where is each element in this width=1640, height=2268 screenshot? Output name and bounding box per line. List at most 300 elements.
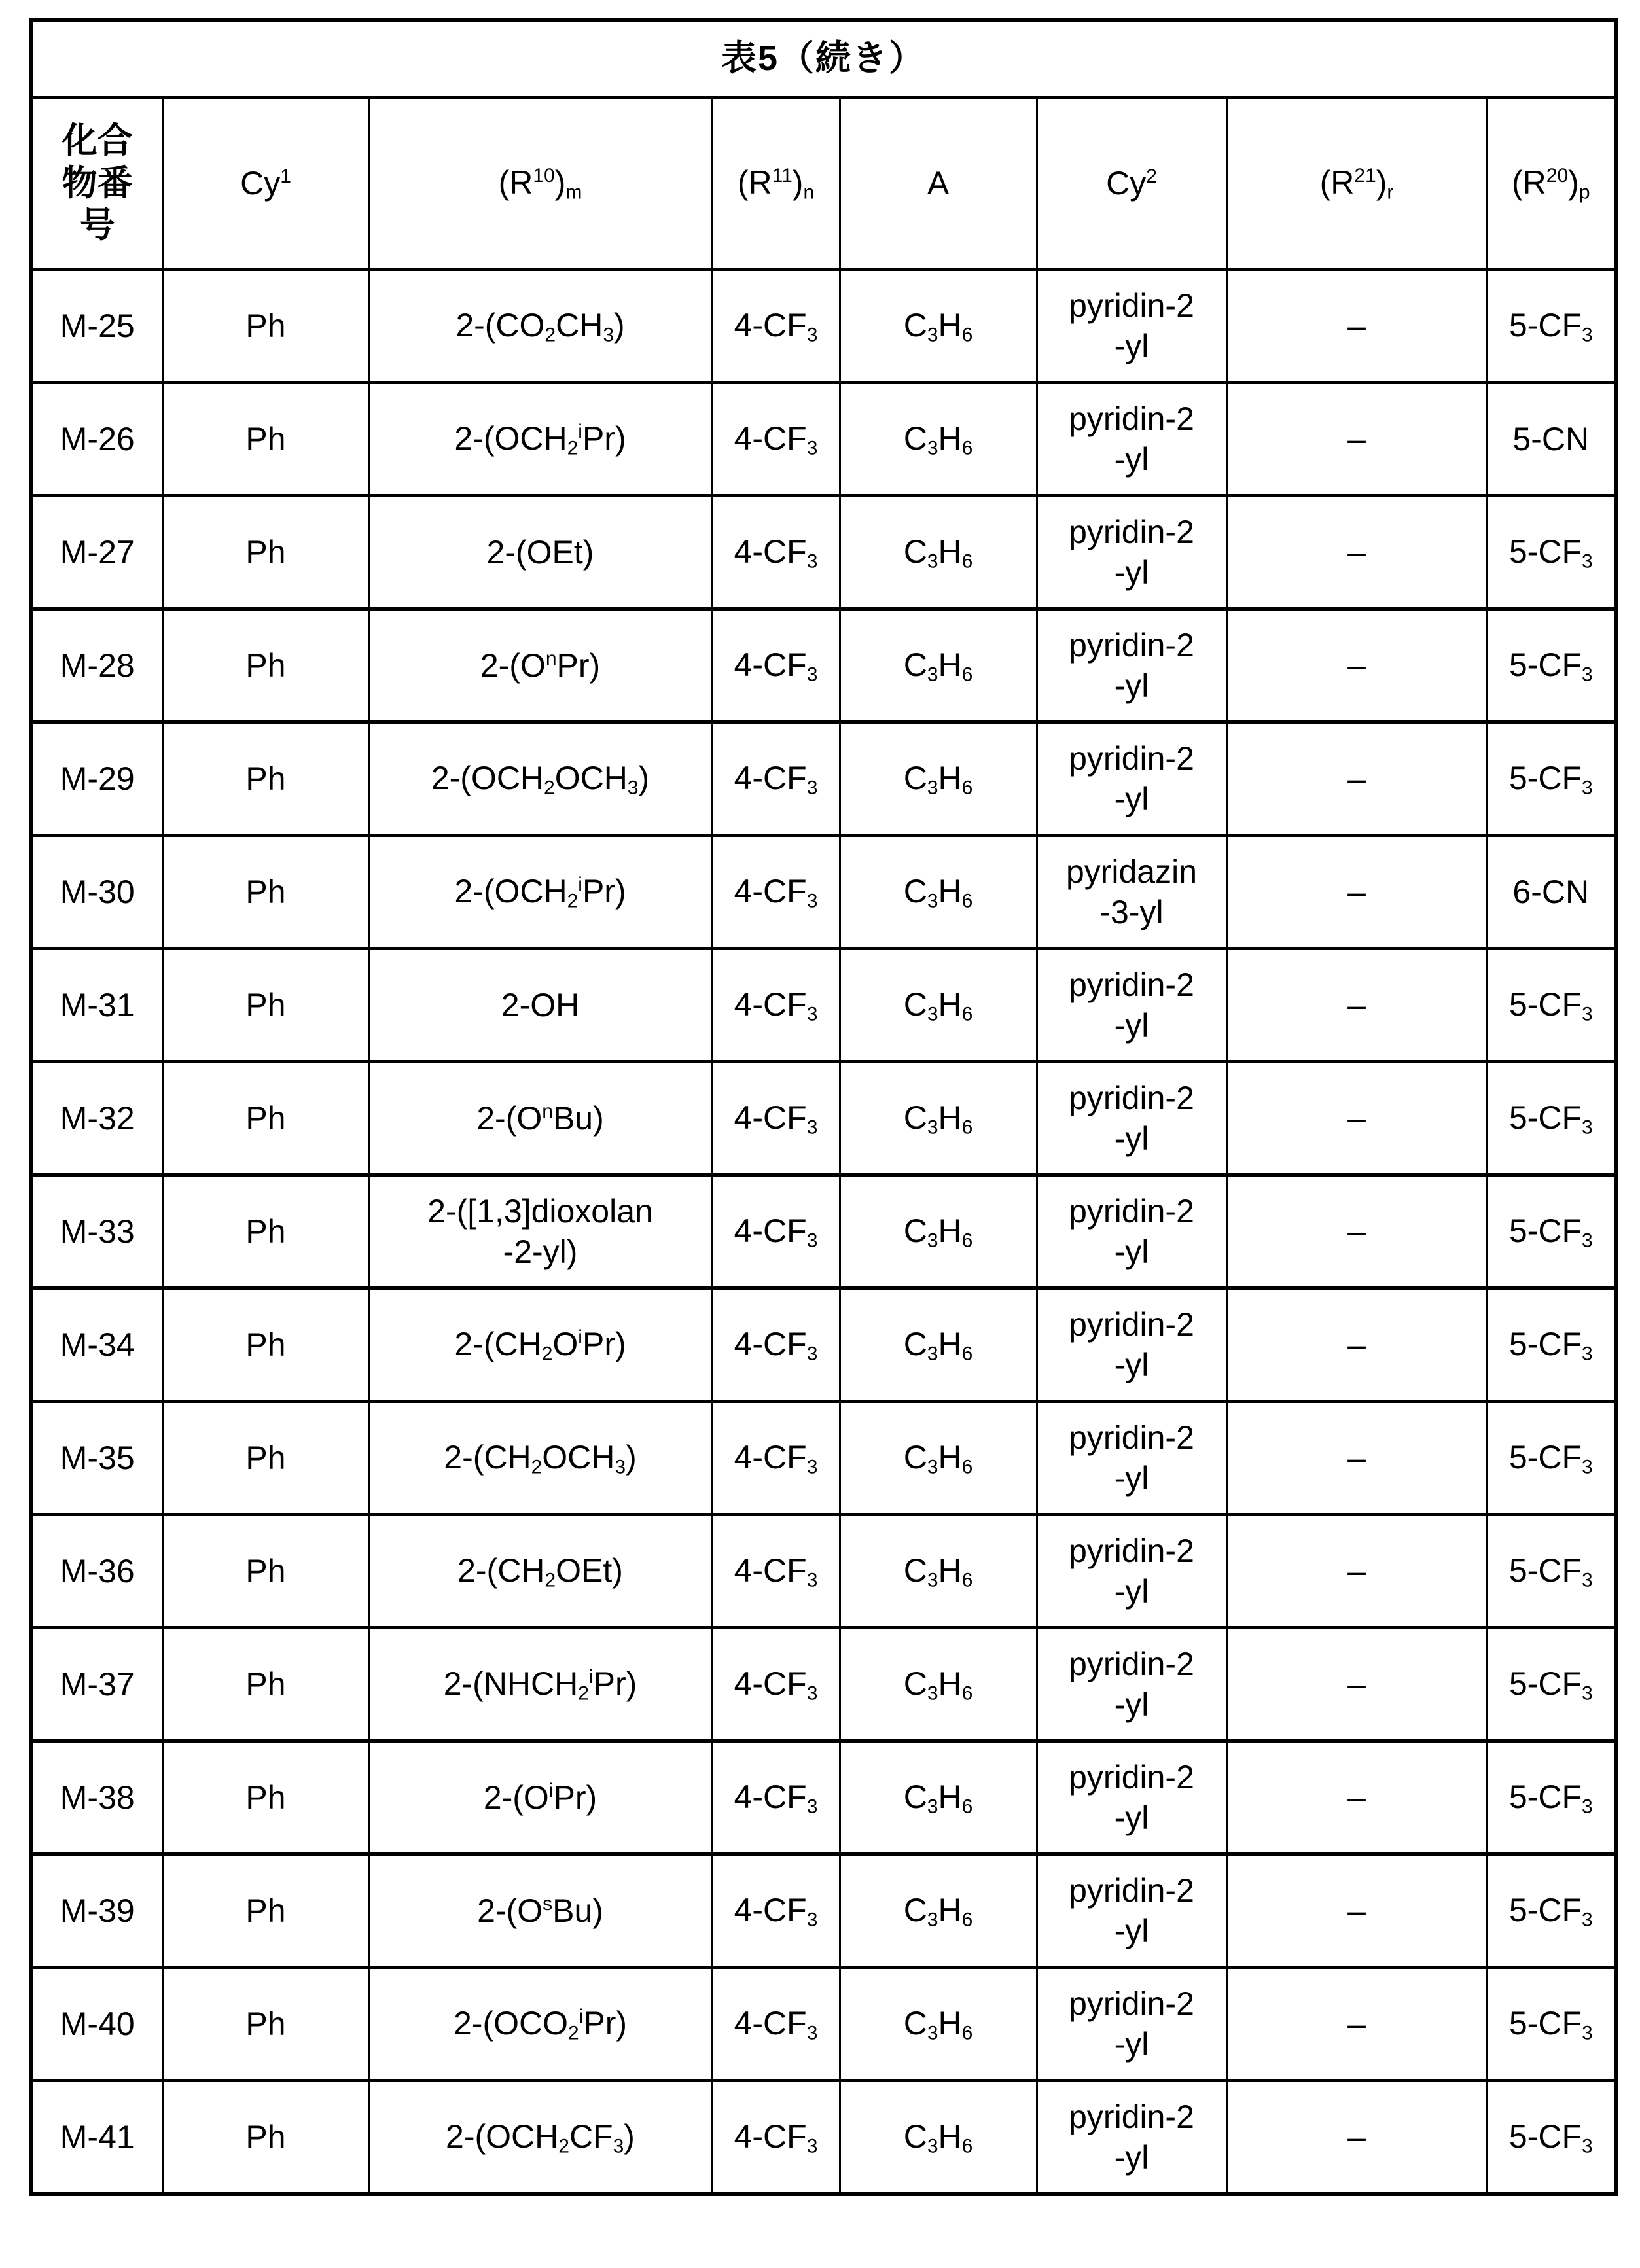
cell-r10 xyxy=(368,2081,712,2195)
subscript: 2 xyxy=(568,2022,579,2044)
header-row xyxy=(31,97,1616,270)
subscript: 3 xyxy=(1582,550,1593,572)
cell-r11 xyxy=(712,1741,840,1854)
cell-r21: – xyxy=(1226,722,1487,836)
table-row xyxy=(31,383,1616,496)
subscript: 3 xyxy=(807,550,818,572)
compound-table xyxy=(29,18,1618,2196)
cell-id: M-26 xyxy=(31,383,163,496)
text-segment: H xyxy=(938,873,962,910)
superscript: i xyxy=(589,1666,594,1688)
text-segment: 4-CF xyxy=(734,420,807,457)
text-segment: (R xyxy=(738,164,772,201)
table-row xyxy=(31,496,1616,609)
subscript: 3 xyxy=(1582,1569,1593,1591)
text-segment: -yl xyxy=(1114,1460,1149,1497)
superscript: 21 xyxy=(1354,165,1376,186)
table-row xyxy=(31,1402,1616,1515)
subscript: 3 xyxy=(807,1003,818,1025)
cell-r21: – xyxy=(1226,949,1487,1062)
text-segment: pyridin-2 xyxy=(1069,966,1194,1003)
cell-cy1: Ph xyxy=(163,383,368,496)
cell-r10 xyxy=(368,949,712,1062)
cell-r11 xyxy=(712,722,840,836)
text-segment: 5-CF xyxy=(1509,1552,1582,1589)
cell-cy1: Ph xyxy=(163,1402,368,1515)
subscript: 6 xyxy=(962,1003,973,1025)
text-segment: pyridin-2 xyxy=(1069,1306,1194,1343)
cell-a xyxy=(840,1854,1037,1968)
text-segment: H xyxy=(938,307,962,344)
superscript: 20 xyxy=(1546,165,1568,186)
subscript: 6 xyxy=(962,1796,973,1817)
cell-a xyxy=(840,2081,1037,2195)
subscript: 3 xyxy=(807,1230,818,1251)
subscript: 6 xyxy=(962,1909,973,1930)
cell-cy2 xyxy=(1037,1175,1226,1288)
cell-r10 xyxy=(368,1515,712,1628)
cell-r20 xyxy=(1487,722,1616,836)
cell-id: M-30 xyxy=(31,836,163,949)
text-segment: 2-(CO xyxy=(455,307,544,344)
text-segment: C xyxy=(904,873,927,910)
subscript: 6 xyxy=(962,437,973,459)
cell-r10 xyxy=(368,1175,712,1288)
cell-r11 xyxy=(712,1854,840,1968)
subscript: 3 xyxy=(927,550,938,572)
cell-r20 xyxy=(1487,1628,1616,1741)
cell-cy2 xyxy=(1037,1628,1226,1741)
subscript: 3 xyxy=(807,1682,818,1704)
subscript: 2 xyxy=(567,437,579,459)
cell-a xyxy=(840,1288,1037,1402)
subscript: 3 xyxy=(807,777,818,798)
subscript: 3 xyxy=(807,1456,818,1478)
cell-a xyxy=(840,496,1037,609)
cell-r21: – xyxy=(1226,2081,1487,2195)
text-segment: 5-CF xyxy=(1509,1779,1582,1815)
cell-cy1: Ph xyxy=(163,1515,368,1628)
cell-r10 xyxy=(368,1288,712,1402)
text-segment: 2-(CH xyxy=(457,1552,544,1589)
cell-r20 xyxy=(1487,1175,1616,1288)
cell-r10 xyxy=(368,383,712,496)
text-segment: Pr) xyxy=(583,2005,627,2042)
cell-r11 xyxy=(712,949,840,1062)
subscript: 3 xyxy=(927,1116,938,1138)
subscript: 3 xyxy=(1582,1116,1593,1138)
text-segment: ) xyxy=(614,307,625,344)
cell-r11 xyxy=(712,1628,840,1741)
subscript: 3 xyxy=(927,437,938,459)
cell-id: M-27 xyxy=(31,496,163,609)
subscript: 3 xyxy=(1582,1682,1593,1704)
text-segment: Cy xyxy=(240,165,280,202)
text-segment: ) xyxy=(639,760,650,796)
cell-r10 xyxy=(368,609,712,722)
subscript: 3 xyxy=(927,777,938,798)
cell-r20 xyxy=(1487,1515,1616,1628)
cell-id: M-36 xyxy=(31,1515,163,1628)
text-segment: 化合 xyxy=(62,121,133,160)
cell-r21: – xyxy=(1226,609,1487,722)
text-segment: ) xyxy=(1568,164,1579,201)
subscript: 3 xyxy=(613,2135,624,2157)
cell-a xyxy=(840,1062,1037,1175)
text-segment: -yl xyxy=(1114,441,1149,478)
cell-r20 xyxy=(1487,1968,1616,2081)
text-segment: 5-CF xyxy=(1509,1213,1582,1249)
cell-a xyxy=(840,1402,1037,1515)
text-segment: 5-CF xyxy=(1509,1665,1582,1702)
text-segment: 5-CF xyxy=(1509,307,1582,344)
cell-a xyxy=(840,270,1037,383)
text-segment: pyridin-2 xyxy=(1069,287,1194,324)
subscript: 3 xyxy=(1582,324,1593,346)
cell-r11 xyxy=(712,836,840,949)
cell-cy2 xyxy=(1037,1741,1226,1854)
cell-r21: – xyxy=(1226,836,1487,949)
subscript: 3 xyxy=(1582,1003,1593,1025)
text-segment: -yl xyxy=(1114,2026,1149,2063)
subscript: 3 xyxy=(615,1456,626,1478)
text-segment: H xyxy=(938,1779,962,1815)
text-segment: 5-CF xyxy=(1509,760,1582,796)
cell-id: M-37 xyxy=(31,1628,163,1741)
subscript: 2 xyxy=(531,1456,543,1478)
text-segment: 4-CF xyxy=(734,533,807,570)
cell-r10 xyxy=(368,1628,712,1741)
text-segment: 4-CF xyxy=(734,1892,807,1928)
text-segment: -yl xyxy=(1114,1573,1149,1610)
text-segment: 2-(O xyxy=(477,1892,543,1929)
subscript: 3 xyxy=(927,1343,938,1364)
cell-r11 xyxy=(712,1288,840,1402)
text-segment: 4-CF xyxy=(734,1779,807,1815)
subscript: 2 xyxy=(544,777,555,798)
text-segment: -3-yl xyxy=(1099,894,1163,930)
table-row xyxy=(31,1854,1616,1968)
cell-r10 xyxy=(368,1402,712,1515)
cell-a xyxy=(840,836,1037,949)
subscript: 3 xyxy=(927,1909,938,1930)
text-segment: 2-(CH xyxy=(444,1439,531,1476)
text-segment: C xyxy=(904,647,927,683)
cell-r21: – xyxy=(1226,383,1487,496)
column-header-r21 xyxy=(1226,97,1487,270)
cell-id: M-39 xyxy=(31,1854,163,1968)
table-row xyxy=(31,1175,1616,1288)
cell-cy1: Ph xyxy=(163,2081,368,2195)
cell-r21: – xyxy=(1226,496,1487,609)
text-segment: pyridin-2 xyxy=(1069,400,1194,437)
subscript: 3 xyxy=(927,1796,938,1817)
text-segment: pyridin-2 xyxy=(1069,2099,1194,2135)
text-segment: pyridin-2 xyxy=(1069,1646,1194,1682)
text-segment: C xyxy=(904,1439,927,1476)
cell-r11 xyxy=(712,270,840,383)
cell-cy1: Ph xyxy=(163,722,368,836)
text-segment: H xyxy=(938,1213,962,1249)
cell-cy2 xyxy=(1037,949,1226,1062)
cell-r10 xyxy=(368,496,712,609)
text-segment: C xyxy=(904,986,927,1023)
text-segment: H xyxy=(938,420,962,457)
cell-a xyxy=(840,609,1037,722)
text-segment: H xyxy=(938,2005,962,2042)
text-segment: 2-(OCH xyxy=(454,420,567,457)
column-header-a xyxy=(840,97,1037,270)
text-segment: H xyxy=(938,1439,962,1476)
table-row xyxy=(31,1062,1616,1175)
column-header-r10 xyxy=(368,97,712,270)
cell-a xyxy=(840,1175,1037,1288)
column-header-id xyxy=(31,97,163,270)
text-segment: CF xyxy=(569,2118,613,2155)
text-segment: 2-([1,3]dioxolan xyxy=(427,1193,653,1230)
text-segment: -yl xyxy=(1114,328,1149,364)
text-segment: C xyxy=(904,1665,927,1702)
cell-id: M-35 xyxy=(31,1402,163,1515)
table-row xyxy=(31,836,1616,949)
subscript: 6 xyxy=(962,550,973,572)
subscript: 2 xyxy=(544,324,556,346)
text-segment: H xyxy=(938,1099,962,1136)
text-segment: 4-CF xyxy=(734,647,807,683)
text-segment: 2-(OCO xyxy=(454,2005,568,2042)
text-segment: 4-CF xyxy=(734,873,807,910)
subscript: 3 xyxy=(1582,1909,1593,1930)
text-segment: C xyxy=(904,2118,927,2155)
cell-cy1: Ph xyxy=(163,609,368,722)
text-segment: 物番 xyxy=(62,164,133,203)
cell-r21: – xyxy=(1226,1062,1487,1175)
text-segment: -yl xyxy=(1114,1007,1149,1044)
cell-r11 xyxy=(712,1062,840,1175)
text-segment: pyridazin xyxy=(1066,853,1197,890)
cell-r20 xyxy=(1487,609,1616,722)
subscript: 3 xyxy=(603,324,614,346)
text-segment: -yl xyxy=(1114,1686,1149,1723)
text-segment: C xyxy=(904,420,927,457)
text-segment: 5-CF xyxy=(1509,1099,1582,1136)
subscript: 6 xyxy=(962,1230,973,1251)
table-row xyxy=(31,1628,1616,1741)
cell-cy1: Ph xyxy=(163,836,368,949)
text-segment: 5-CF xyxy=(1509,1326,1582,1362)
text-segment: Bu) xyxy=(552,1892,603,1929)
cell-cy1: Ph xyxy=(163,1175,368,1288)
cell-r20 xyxy=(1487,949,1616,1062)
text-segment: -yl xyxy=(1114,1913,1149,1949)
cell-r10 xyxy=(368,1062,712,1175)
table-row xyxy=(31,2081,1616,2195)
text-segment: 2-(OCH xyxy=(431,760,544,796)
subscript: 3 xyxy=(807,1796,818,1817)
text-segment: 4-CF xyxy=(734,1326,807,1362)
cell-r21: – xyxy=(1226,1402,1487,1515)
text-segment: 4-CF xyxy=(734,2005,807,2042)
superscript: s xyxy=(543,1893,552,1915)
cell-id: M-33 xyxy=(31,1175,163,1288)
superscript: i xyxy=(549,1780,554,1801)
column-header-r11 xyxy=(712,97,840,270)
cell-r21: – xyxy=(1226,1968,1487,2081)
text-segment: A xyxy=(927,165,949,202)
text-segment: pyridin-2 xyxy=(1069,1985,1194,2022)
table-row xyxy=(31,1741,1616,1854)
subscript: 6 xyxy=(962,2135,973,2157)
subscript: 3 xyxy=(807,664,818,685)
subscript: 6 xyxy=(962,1343,973,1364)
text-segment: pyridin-2 xyxy=(1069,1759,1194,1796)
text-segment: -2-yl) xyxy=(503,1233,578,1270)
subscript: 3 xyxy=(927,2022,938,2044)
column-header-cy1 xyxy=(163,97,368,270)
text-segment: C xyxy=(904,307,927,344)
text-segment: Bu) xyxy=(553,1100,604,1137)
table-row xyxy=(31,1288,1616,1402)
subscript: 3 xyxy=(807,2022,818,2044)
table-row xyxy=(31,609,1616,722)
subscript: n xyxy=(803,181,814,203)
text-segment: 号 xyxy=(80,205,115,245)
text-segment: 4-CF xyxy=(734,1439,807,1476)
cell-r21: – xyxy=(1226,1175,1487,1288)
text-segment: H xyxy=(938,647,962,683)
text-segment: 6-CN xyxy=(1512,874,1589,910)
subscript: 3 xyxy=(807,1343,818,1364)
text-segment: 2-(OCH xyxy=(446,2118,558,2155)
text-segment: OCH xyxy=(555,760,628,796)
text-segment: CH xyxy=(556,307,603,344)
subscript: 6 xyxy=(962,1456,973,1478)
cell-cy2 xyxy=(1037,609,1226,722)
cell-a xyxy=(840,1515,1037,1628)
cell-r10 xyxy=(368,1854,712,1968)
subscript: 2 xyxy=(542,1343,553,1364)
subscript: 3 xyxy=(1582,1456,1593,1478)
text-segment: C xyxy=(904,1779,927,1815)
cell-cy2 xyxy=(1037,836,1226,949)
text-segment: C xyxy=(904,1892,927,1928)
cell-cy2 xyxy=(1037,1854,1226,1968)
cell-cy1: Ph xyxy=(163,1854,368,1968)
cell-cy1: Ph xyxy=(163,496,368,609)
text-segment: 5-CF xyxy=(1509,986,1582,1023)
cell-cy1: Ph xyxy=(163,1628,368,1741)
text-segment: Cy xyxy=(1106,165,1146,202)
text-segment: 4-CF xyxy=(734,1099,807,1136)
text-segment: pyridin-2 xyxy=(1069,627,1194,664)
cell-cy2 xyxy=(1037,1515,1226,1628)
text-segment: ) xyxy=(626,1439,637,1476)
cell-a xyxy=(840,383,1037,496)
text-segment: 5-CN xyxy=(1512,421,1589,457)
subscript: 6 xyxy=(962,1569,973,1591)
text-segment: Pr) xyxy=(554,1779,597,1816)
cell-r11 xyxy=(712,1968,840,2081)
subscript: 6 xyxy=(962,664,973,685)
column-header-cy2 xyxy=(1037,97,1226,270)
text-segment: H xyxy=(938,986,962,1023)
cell-id: M-32 xyxy=(31,1062,163,1175)
text-segment: H xyxy=(938,1552,962,1589)
cell-r20 xyxy=(1487,1741,1616,1854)
text-segment: -yl xyxy=(1114,1799,1149,1836)
text-segment: 5-CF xyxy=(1509,533,1582,570)
text-segment: -yl xyxy=(1114,667,1149,704)
subscript: 6 xyxy=(962,1116,973,1138)
cell-r21: – xyxy=(1226,1854,1487,1968)
subscript: r xyxy=(1387,181,1393,203)
cell-a xyxy=(840,722,1037,836)
superscript: n xyxy=(542,1101,553,1122)
cell-id: M-41 xyxy=(31,2081,163,2195)
text-segment: C xyxy=(904,1099,927,1136)
subscript: 3 xyxy=(1582,1796,1593,1817)
cell-r11 xyxy=(712,2081,840,2195)
text-segment: C xyxy=(904,1552,927,1589)
subscript: 3 xyxy=(1582,2022,1593,2044)
cell-r21: – xyxy=(1226,1288,1487,1402)
text-segment: Pr) xyxy=(557,647,601,684)
cell-r10 xyxy=(368,1968,712,2081)
cell-cy1: Ph xyxy=(163,1968,368,2081)
subscript: 2 xyxy=(578,1682,589,1704)
text-segment: ) xyxy=(793,164,804,201)
subscript: 3 xyxy=(1582,2135,1593,2157)
subscript: 2 xyxy=(567,890,579,912)
table-row xyxy=(31,1968,1616,2081)
table-row xyxy=(31,722,1616,836)
superscript: n xyxy=(546,648,557,669)
cell-r11 xyxy=(712,609,840,722)
subscript: m xyxy=(565,181,582,203)
subscript: 3 xyxy=(807,1569,818,1591)
text-segment: ) xyxy=(624,2118,635,2155)
superscript: i xyxy=(578,421,582,442)
cell-r20 xyxy=(1487,496,1616,609)
text-segment: -yl xyxy=(1114,1120,1149,1157)
text-segment: H xyxy=(938,2118,962,2155)
cell-cy2 xyxy=(1037,2081,1226,2195)
text-segment: -yl xyxy=(1114,554,1149,591)
cell-id: M-38 xyxy=(31,1741,163,1854)
superscript: i xyxy=(578,1326,582,1348)
cell-r10 xyxy=(368,1741,712,1854)
text-segment: Pr) xyxy=(594,1665,637,1702)
text-segment: pyridin-2 xyxy=(1069,514,1194,550)
cell-r20 xyxy=(1487,270,1616,383)
text-segment: C xyxy=(904,760,927,796)
subscript: 3 xyxy=(1582,664,1593,685)
text-segment: 5-CF xyxy=(1509,1892,1582,1928)
cell-r20 xyxy=(1487,1854,1616,1968)
cell-id: M-34 xyxy=(31,1288,163,1402)
cell-cy2 xyxy=(1037,1062,1226,1175)
cell-cy1: Ph xyxy=(163,1288,368,1402)
subscript: 3 xyxy=(807,1116,818,1138)
text-segment: O xyxy=(552,1326,578,1362)
cell-r11 xyxy=(712,1175,840,1288)
cell-cy2 xyxy=(1037,270,1226,383)
cell-id: M-25 xyxy=(31,270,163,383)
subscript: 3 xyxy=(927,1682,938,1704)
text-segment: 4-CF xyxy=(734,760,807,796)
text-segment: (R xyxy=(1320,164,1355,201)
cell-cy1: Ph xyxy=(163,1741,368,1854)
